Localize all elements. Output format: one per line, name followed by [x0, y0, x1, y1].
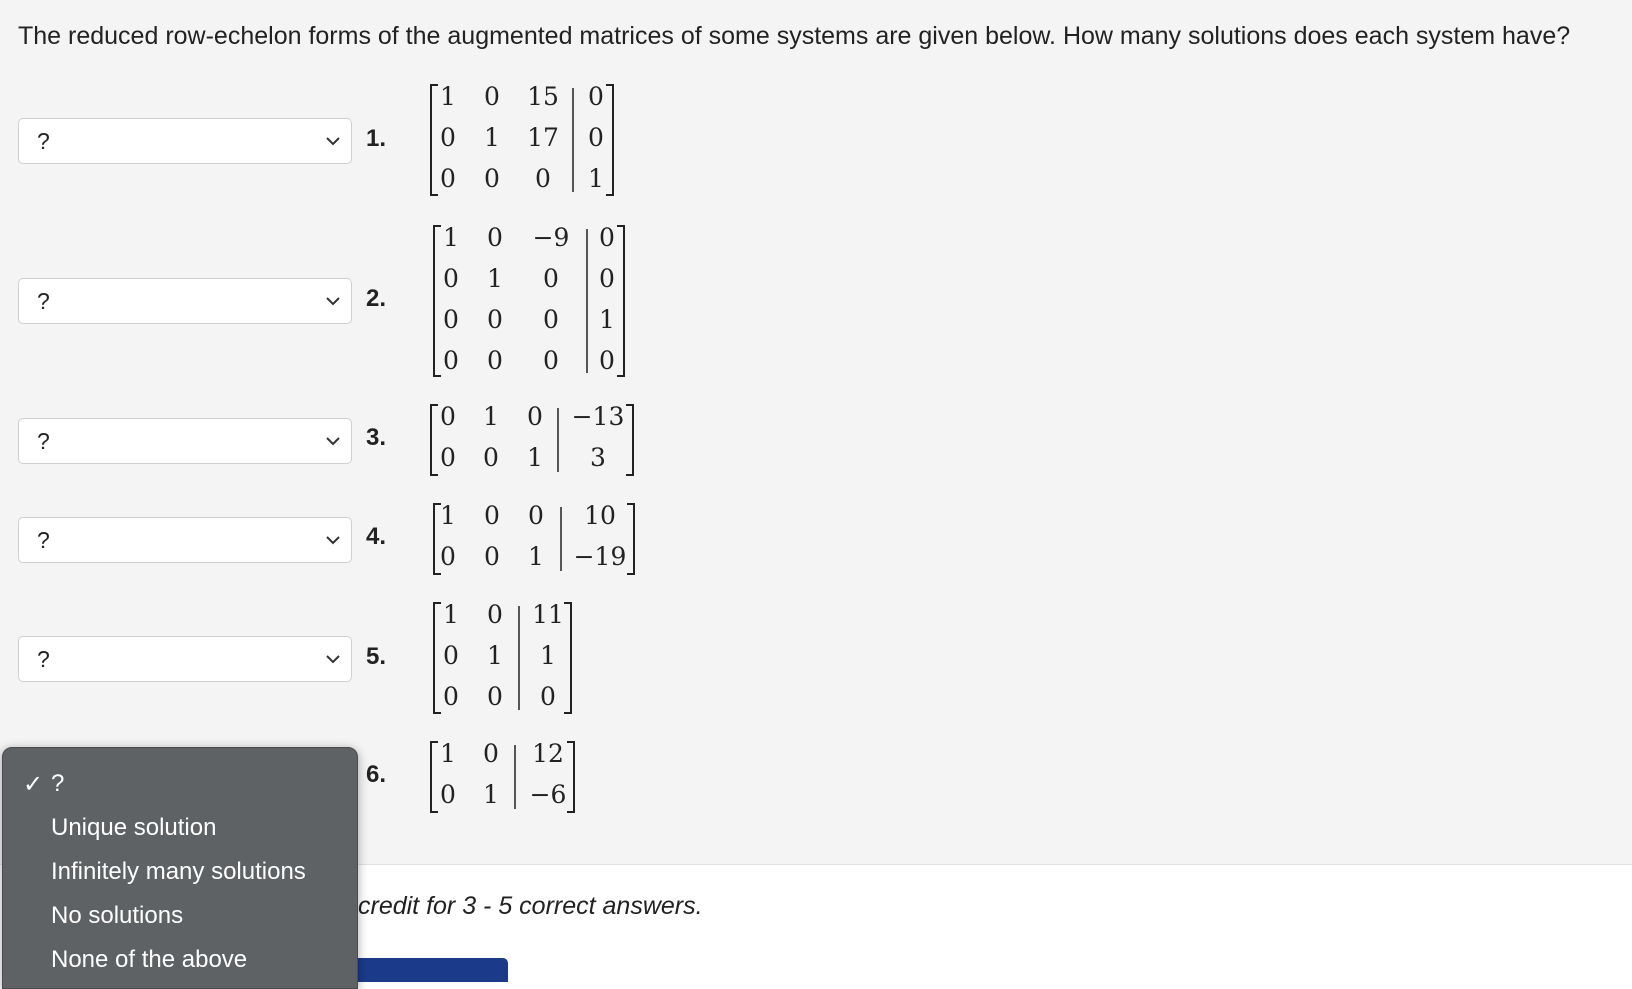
matrix-cell: 0 [543, 346, 559, 375]
matrix-cell: 0 [487, 682, 503, 711]
matrix-cell: 0 [443, 305, 459, 334]
matrix-3 [428, 402, 638, 478]
matrix-cell: 0 [440, 164, 456, 193]
select-value: ? [37, 128, 50, 154]
matrix-cell: 1 [540, 641, 556, 670]
matrix-cell: 0 [588, 82, 604, 111]
matrix-cell: 1 [440, 82, 456, 111]
matrix-cell: 1 [599, 305, 615, 334]
problem-number-3: 3. [366, 424, 387, 451]
matrix-cell: 0 [440, 542, 456, 571]
matrix-cell: 0 [483, 443, 499, 472]
problem-number-5: 5. [366, 643, 387, 670]
matrix-cell: 0 [443, 682, 459, 711]
matrix-cell: 0 [527, 402, 543, 431]
matrix-cell: 1 [443, 600, 459, 629]
matrix-cell: 1 [487, 264, 503, 293]
matrix-cell: 0 [528, 501, 544, 530]
matrix-cell: 17 [527, 123, 559, 152]
matrix-cell: 0 [487, 223, 503, 252]
matrix-cell: 0 [440, 402, 456, 431]
matrix-cell: −6 [529, 780, 567, 809]
answer-select-3[interactable] [18, 418, 352, 464]
matrix-cell: 0 [487, 346, 503, 375]
matrix-cell: 0 [540, 682, 556, 711]
matrix-cell: 1 [440, 501, 456, 530]
answer-select-2[interactable] [18, 278, 352, 324]
matrix-cell: 0 [599, 223, 615, 252]
matrix-cell: 15 [527, 82, 559, 111]
matrix-cell: 0 [443, 264, 459, 293]
matrix-cell: 0 [487, 600, 503, 629]
matrix-2 [431, 223, 631, 379]
matrix-cell: −9 [532, 223, 570, 252]
matrix-cell: 1 [487, 641, 503, 670]
matrix-cell: −13 [571, 402, 625, 431]
matrix-cell: 1 [484, 123, 500, 152]
dropdown-option-placeholder[interactable]: ? [51, 770, 65, 797]
chevron-down-icon [325, 293, 341, 309]
matrix-cell: 0 [543, 305, 559, 334]
matrix-cell: 0 [484, 501, 500, 530]
select-value: ? [37, 646, 50, 672]
checkmark-icon: ✓ [23, 771, 44, 798]
matrix-cell: 0 [443, 346, 459, 375]
matrix-cell: 0 [483, 739, 499, 768]
matrix-cell: 0 [599, 264, 615, 293]
dropdown-option-none-above[interactable]: None of the above [51, 946, 248, 973]
matrix-cell: 12 [532, 739, 564, 768]
matrix-cell: 3 [590, 443, 606, 472]
matrix-cell: 1 [483, 402, 499, 431]
problem-number-6: 6. [366, 761, 387, 788]
chevron-down-icon [325, 433, 341, 449]
matrix-cell: 1 [483, 780, 499, 809]
matrix-cell: 0 [440, 123, 456, 152]
matrix-4 [431, 501, 641, 577]
select-value: ? [37, 527, 50, 553]
matrix-cell: 0 [443, 641, 459, 670]
submit-button[interactable] [352, 958, 508, 982]
matrix-cell: 0 [440, 780, 456, 809]
matrix-cell: 11 [532, 600, 564, 629]
question-text: The reduced row-echelon forms of the augmented matrices of some systems are given below. How many solutions does each system have? [18, 22, 1571, 50]
problem-number-4: 4. [366, 523, 387, 550]
matrix-cell: 1 [443, 223, 459, 252]
matrix-cell: 0 [599, 346, 615, 375]
answer-select-1[interactable] [18, 118, 352, 164]
matrix-cell: 1 [528, 542, 544, 571]
matrix-cell: 0 [484, 164, 500, 193]
chevron-down-icon [325, 532, 341, 548]
select-value: ? [37, 428, 50, 454]
matrix-cell: 0 [588, 123, 604, 152]
matrix-cell: 0 [484, 82, 500, 111]
problem-number-2: 2. [366, 285, 387, 312]
matrix-cell: 0 [484, 542, 500, 571]
chevron-down-icon [325, 133, 341, 149]
matrix-cell: 0 [543, 264, 559, 293]
answer-select-5[interactable] [18, 636, 352, 682]
select-value: ? [37, 288, 50, 314]
answer-select-6-dropdown[interactable] [2, 747, 358, 989]
matrix-cell: 0 [487, 305, 503, 334]
dropdown-option-infinite[interactable]: Infinitely many solutions [51, 858, 306, 885]
answer-select-4[interactable] [18, 517, 352, 563]
matrix-1 [428, 82, 618, 198]
matrix-cell: 1 [527, 443, 543, 472]
grading-note: credit for 3 - 5 correct answers. [358, 892, 703, 920]
matrix-cell: 1 [588, 164, 604, 193]
chevron-down-icon [325, 651, 341, 667]
matrix-cell: 10 [584, 501, 616, 530]
matrix-cell: 1 [440, 739, 456, 768]
matrix-cell: 0 [535, 164, 551, 193]
matrix-cell: 0 [440, 443, 456, 472]
matrix-6 [428, 739, 588, 815]
dropdown-option-unique[interactable]: Unique solution [51, 814, 217, 841]
problem-number-1: 1. [366, 125, 387, 152]
matrix-cell: −19 [573, 542, 627, 571]
matrix-5 [431, 600, 581, 716]
dropdown-option-none[interactable]: No solutions [51, 902, 184, 929]
